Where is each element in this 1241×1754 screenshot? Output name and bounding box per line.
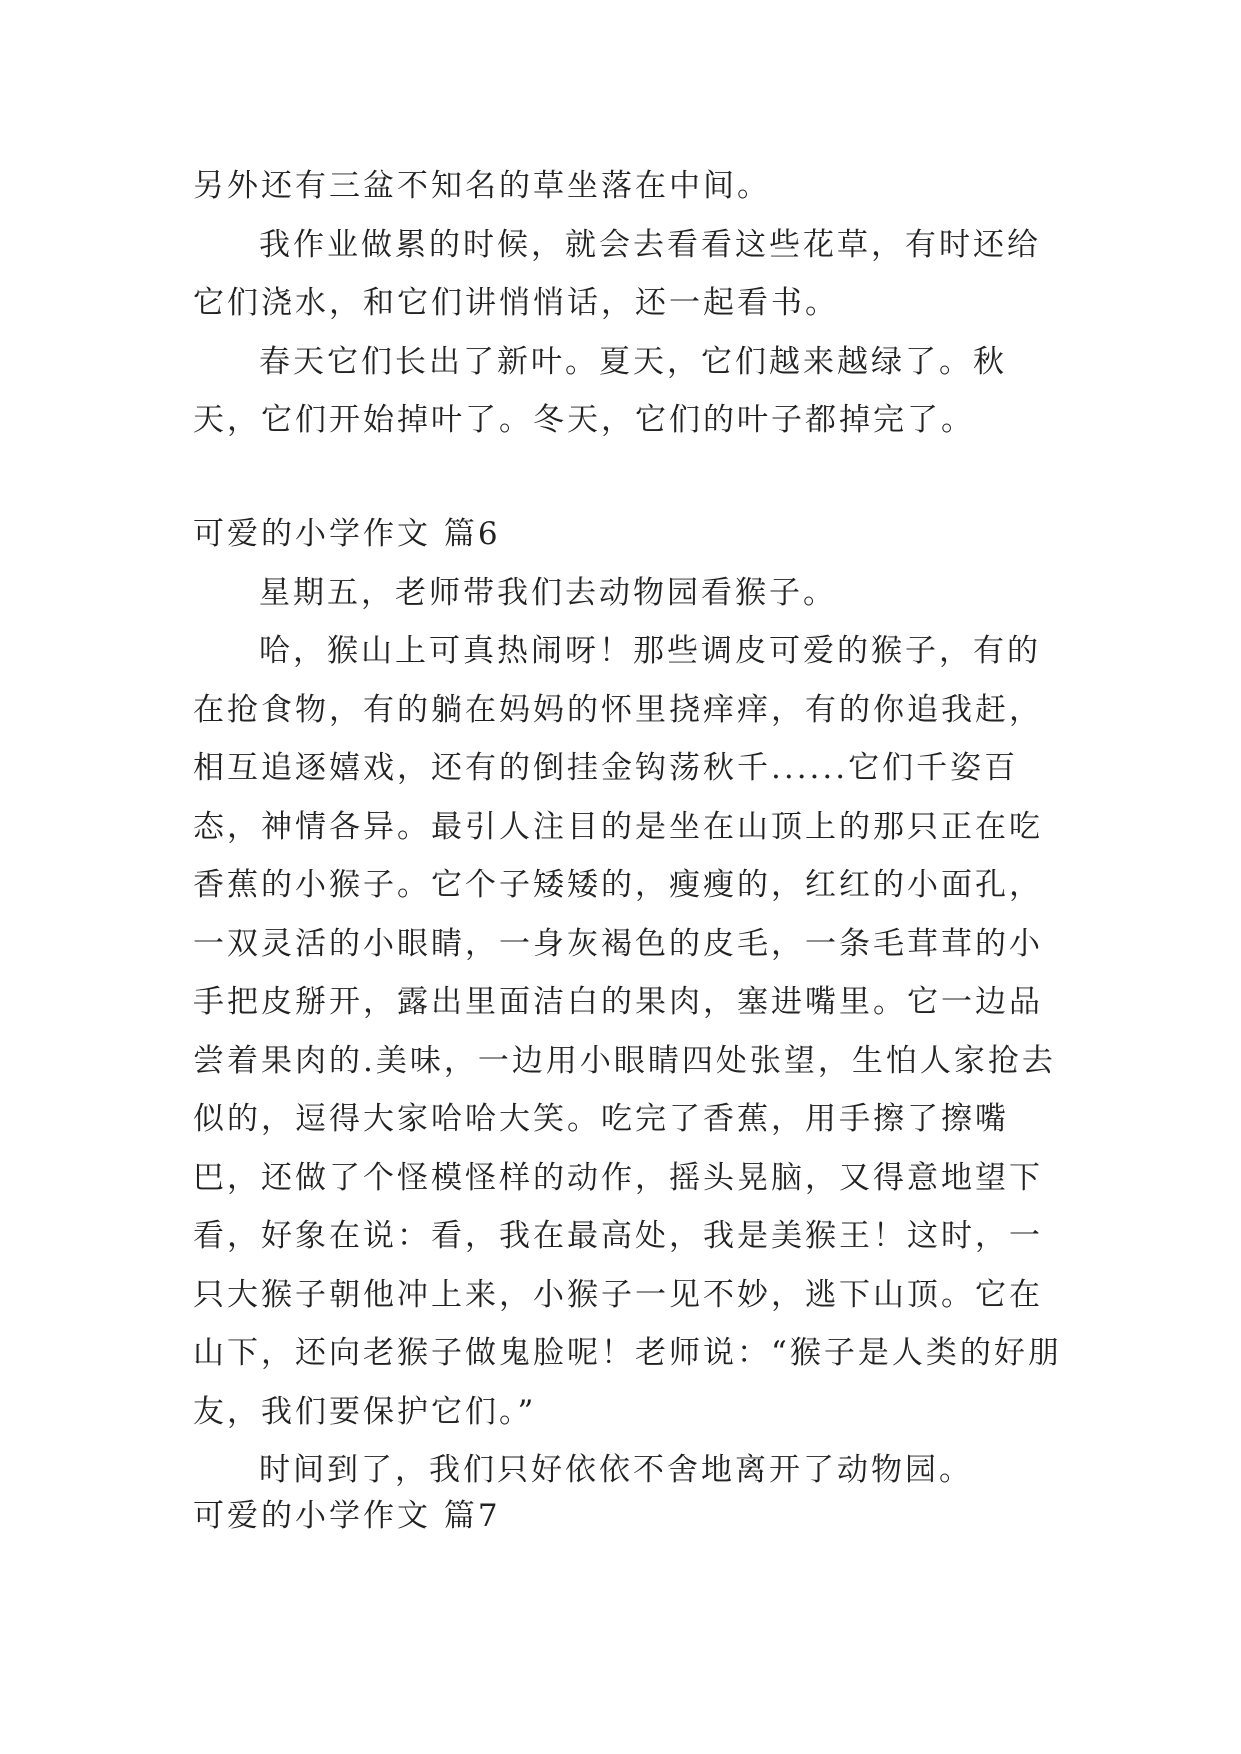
essay-7-heading: 可爱的小学作文 篇7 [193, 1498, 501, 1534]
essay-6-section [193, 505, 1073, 1500]
top-section [193, 157, 1073, 450]
paragraph-3: 春天它们长出了新叶。夏天，它们越来越绿了。秋天，它们开始掉叶了。冬天，它们的叶子都掉完了。 [193, 343, 1007, 438]
essay-7-section [193, 1487, 1073, 1546]
essay-6-paragraph-1: 星期五，老师带我们去动物园看猴子。 [259, 574, 837, 611]
essay-6-heading: 可爱的小学作文 篇6 [193, 516, 501, 552]
essay-6-paragraph-2: 哈，猴山上可真热闹呀！那些调皮可爱的猴子，有的在抢食物，有的躺在妈妈的怀里挠痒痒，有的你追我赶，相互追逐嬉戏，还有的倒挂金钩荡秋千......它们千姿百态，神情各异。最引人注目的是坐在山顶上的那只正在吃香蕉的小猴子。它个子矮矮的，瘦瘦的，红红的小面孔，一双灵活的小眼睛，一身灰褐色的皮毛，一条毛茸茸的小手把皮掰开，露出里面洁白的果肉，塞进嘴里。它一边品尝着果肉的.美味，一边用小眼睛四处张望，生怕人家抢去似的，逗得大家哈哈大笑。吃完了香蕉，用手擦了擦嘴巴，还做了个怪模怪样的动作，摇头晃脑，又得意地望下看，好象在说：看，我在最高处，我是美猴王！这时，一只大猴子朝他冲上来，小猴子一见不妙，逃下山顶。它在山下，还向老猴子做鬼脸呢！老师说：“猴子是人类的好朋友，我们要保护它们。” [193, 633, 1062, 1430]
essay-6-paragraph-3: 时间到了，我们只好依依不舍地离开了动物园。 [259, 1452, 973, 1488]
paragraph-1: 另外还有三盆不知名的草坐落在中间。 [193, 168, 771, 204]
paragraph-2: 我作业做累的时候，就会去看看这些花草，有时还给它们浇水，和它们讲悄悄话，还一起看书。 [193, 226, 1041, 321]
